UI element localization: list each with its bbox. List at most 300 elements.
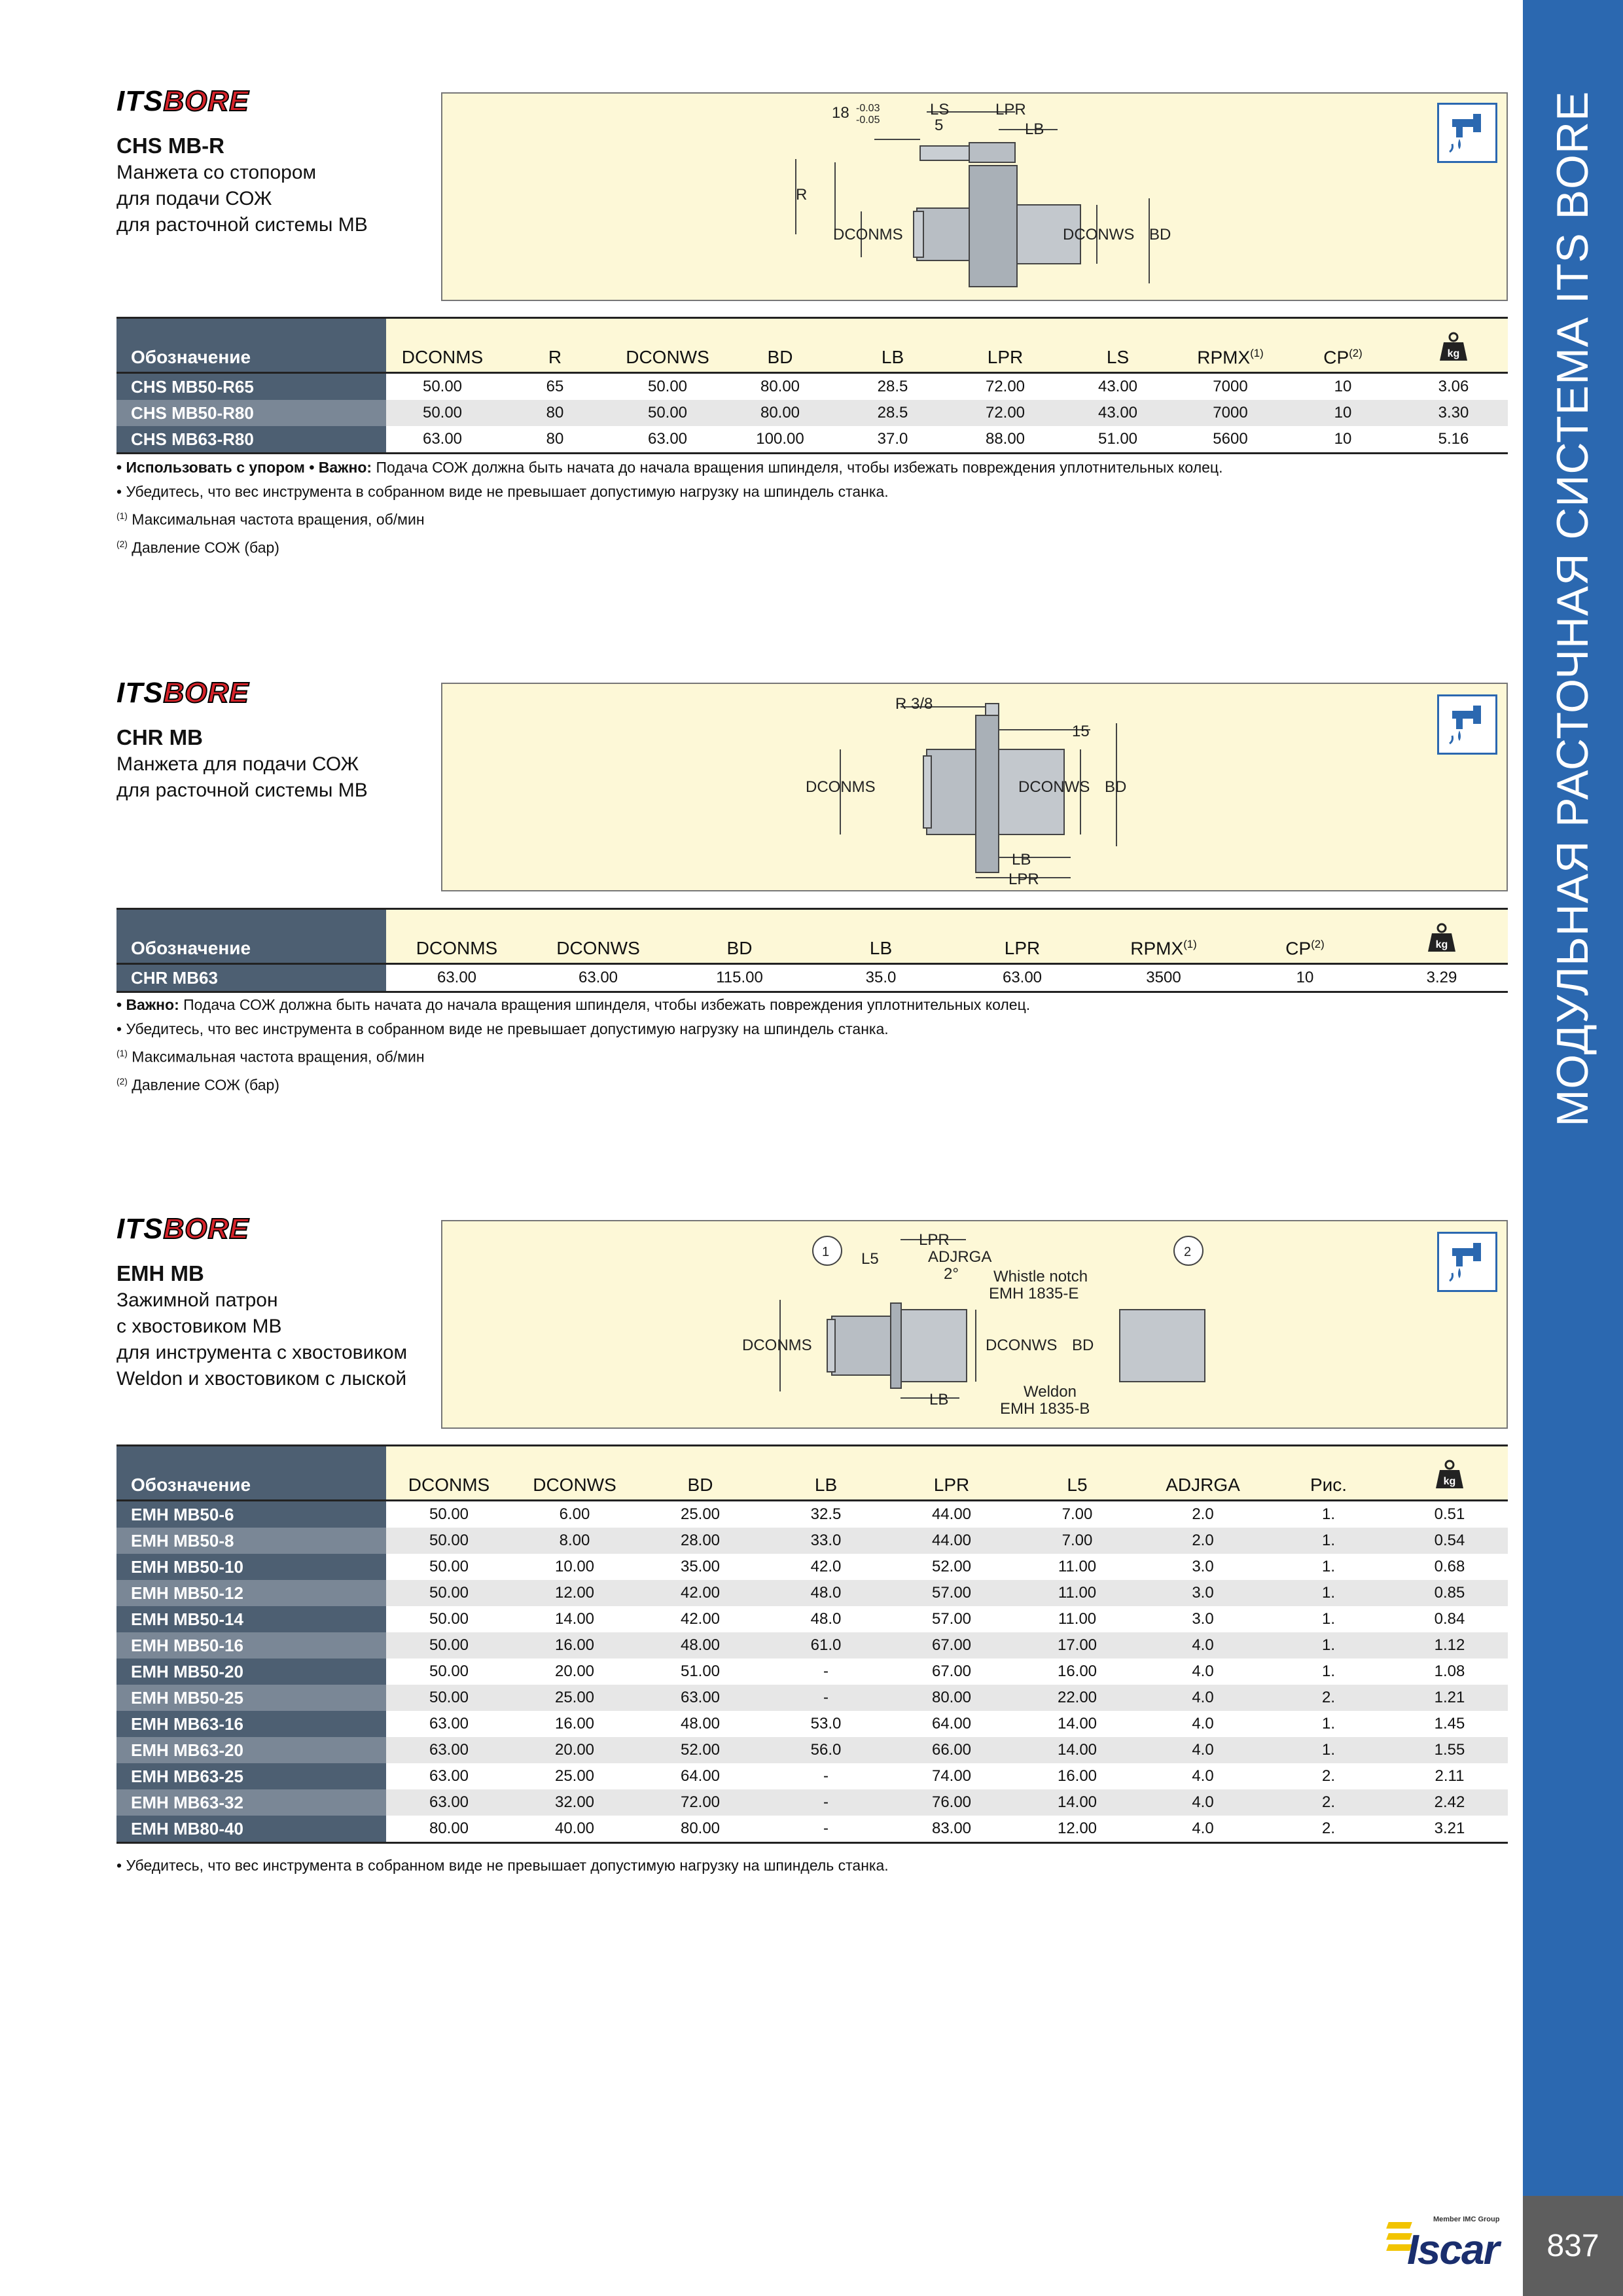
table-body [116,1501,1508,1843]
dim-fifteen: 15 [1072,723,1090,740]
table-cell: 4.0 [1140,1632,1266,1659]
dim-dconms: DCONMS [742,1336,812,1354]
note-line: $^{(2)}$ Давление СОЖ (бар) [116,1076,279,1094]
col-weight [1391,1446,1508,1501]
table-cell: 51.00 [637,1659,763,1685]
table-body [116,373,1508,454]
svg-text:kg: kg [1447,348,1460,359]
row-designation: EMH MB63-32 [116,1789,386,1816]
table-cell: 80 [499,400,611,426]
table-row [116,1763,1508,1789]
table-cell: 25.00 [512,1763,637,1789]
dim-lpr: LPR [919,1231,950,1249]
table-cell: 1. [1266,1606,1391,1632]
row-designation: CHS MB63-R80 [116,426,386,454]
table-cell: 3.06 [1399,373,1508,401]
weight-kg-icon [1425,922,1458,954]
table-cell: 43.00 [1061,373,1174,401]
table-cell: 63.00 [527,964,669,992]
notes-emh [116,1854,889,1878]
table-cell: 50.00 [386,1659,512,1685]
table-body [116,964,1508,992]
table-cell: 63.00 [386,426,499,454]
table-cell: 63.00 [637,1685,763,1711]
table-cell: - [763,1816,889,1843]
label-emhe: EMH 1835-E [989,1285,1079,1302]
dim-tol-up: -0.03 [856,103,880,114]
table-cell: 44.00 [889,1501,1014,1528]
table-row [116,1737,1508,1763]
dim-lb: LB [1025,120,1044,138]
svg-text:kg: kg [1435,939,1448,950]
label-weldon: Weldon [1024,1383,1077,1401]
table-cell: 2.0 [1140,1501,1266,1528]
col-lpr: LPR [889,1446,1014,1501]
table-cell: 50.00 [386,1580,512,1606]
table-cell: 10.00 [512,1554,637,1580]
label-whistle: Whistle notch [993,1268,1088,1285]
row-designation: CHS MB50-R65 [116,373,386,401]
description-line: для подачи СОЖ [116,188,272,209]
diagram-emh [441,1220,1508,1429]
table-cell: 16.00 [1014,1763,1140,1789]
coolant-tap-icon [1437,1232,1497,1292]
table-cell: 63.00 [386,1737,512,1763]
dim-dconws: DCONWS [986,1336,1058,1354]
table-cell: 48.0 [763,1580,889,1606]
table-cell: 11.00 [1014,1554,1140,1580]
product-title: CHR MB [116,725,203,749]
table-cell: 50.00 [386,1632,512,1659]
dim-dconms: DCONMS [806,778,876,796]
table-cell: 4.0 [1140,1685,1266,1711]
logo-bore: BORE [163,1213,249,1245]
table-cell: 72.00 [949,373,1061,401]
table-cell: 1. [1266,1711,1391,1737]
table-cell: 4.0 [1140,1763,1266,1789]
table-cell: 3.0 [1140,1580,1266,1606]
note-line: • Убедитесь, что вес инструмента в собранном виде не превышает допустимую нагрузку на шпиндель станка. [116,1020,889,1037]
description-line: с хвостовиком MB [116,1316,282,1337]
col-bd: BD [637,1446,763,1501]
table-cell: 32.5 [763,1501,889,1528]
table-cell: 7000 [1174,373,1287,401]
product-title: CHS MB-R [116,134,224,158]
table-cell: 88.00 [949,426,1061,454]
table-cell: 44.00 [889,1528,1014,1554]
table-cell: 33.0 [763,1528,889,1554]
dim-lb: LB [1012,851,1031,869]
table-row [116,373,1508,401]
table-cell: 5.16 [1399,426,1508,454]
table-cell: 17.00 [1014,1632,1140,1659]
table-cell: 11.00 [1014,1606,1140,1632]
table-cell: 28.5 [836,373,949,401]
table-cell: 1. [1266,1528,1391,1554]
table-row [116,1501,1508,1528]
table-cell: 3.30 [1399,400,1508,426]
row-designation: EMH MB63-25 [116,1763,386,1789]
table-cell: 42.00 [637,1580,763,1606]
table-cell: 16.00 [512,1711,637,1737]
table-row [116,1632,1508,1659]
table-row [116,964,1508,992]
table-cell: 10 [1287,400,1399,426]
col-rpmx: RPMX$^{(1)}$ [1093,909,1234,964]
table-cell: 53.0 [763,1711,889,1737]
note-line: • Использовать с упором • Важно: Подача СОЖ должна быть начата до начала вращения шпинделя, чтобы избежать повреждения уплотнительных колец. [116,459,1223,476]
description-line: Манжета со стопором [116,162,317,183]
table-cell: 14.00 [1014,1737,1140,1763]
table-cell: 10 [1287,373,1399,401]
col-fig: Рис. [1266,1446,1391,1501]
table-cell: - [763,1789,889,1816]
table-cell: 20.00 [512,1737,637,1763]
table-cell: 2.11 [1391,1763,1508,1789]
table-cell: 20.00 [512,1659,637,1685]
note-line: • Убедитесь, что вес инструмента в собранном виде не превышает допустимую нагрузку на шпиндель станка. [116,1857,889,1874]
table-cell: 1. [1266,1632,1391,1659]
chr-drawing [442,684,1507,890]
table-cell: 0.54 [1391,1528,1508,1554]
table-header-row [116,318,1508,373]
table-cell: - [763,1685,889,1711]
table-cell: 83.00 [889,1816,1014,1843]
fig-two: 2 [1184,1245,1192,1259]
col-lb: LB [763,1446,889,1501]
table-cell: 1. [1266,1580,1391,1606]
dim-r38: R 3/8 [895,695,933,713]
logo-bore: BORE [163,85,249,117]
table-cell: 72.00 [949,400,1061,426]
col-cp: CP$^{(2)}$ [1287,318,1399,373]
spec-table-emh [116,1444,1508,1844]
table-cell: 0.85 [1391,1580,1508,1606]
col-weight [1376,909,1508,964]
table-cell: 50.00 [386,373,499,401]
itsbore-logo [116,85,249,118]
table-cell: 2. [1266,1763,1391,1789]
row-designation: EMH MB50-6 [116,1501,386,1528]
description-line: для расточной системы MB [116,780,368,801]
table-row [116,1816,1508,1843]
table-cell: 25.00 [637,1501,763,1528]
itsbore-logo [116,1213,249,1246]
dim-l5: L5 [861,1250,879,1268]
table-cell: 72.00 [637,1789,763,1816]
table-cell: 12.00 [512,1580,637,1606]
table-cell: 3.21 [1391,1816,1508,1843]
table-cell: 1. [1266,1554,1391,1580]
col-bd: BD [724,318,836,373]
dim-dconws: DCONWS [1018,778,1090,796]
notes-chs [116,456,1223,560]
table-cell: 65 [499,373,611,401]
diagram-chs [441,92,1508,301]
col-rpmx: RPMX$^{(1)}$ [1174,318,1287,373]
table-header-row [116,1446,1508,1501]
col-lb: LB [810,909,952,964]
table-cell: 10 [1234,964,1376,992]
row-designation: EMH MB63-16 [116,1711,386,1737]
table-cell: 80.00 [637,1816,763,1843]
dim-deg: 2° [944,1265,959,1283]
table-row [116,1554,1508,1580]
table-cell: - [763,1659,889,1685]
note-line: $^{(2)}$ Давление СОЖ (бар) [116,539,279,556]
table-cell: 100.00 [724,426,836,454]
table-cell: 64.00 [637,1763,763,1789]
row-designation: EMH MB50-8 [116,1528,386,1554]
table-cell: 74.00 [889,1763,1014,1789]
col-l5: L5 [1014,1446,1140,1501]
table-cell: 14.00 [1014,1711,1140,1737]
table-cell: 115.00 [669,964,810,992]
table-cell: 3.29 [1376,964,1508,992]
table-cell: 48.0 [763,1606,889,1632]
col-weight [1399,318,1508,373]
member-text: Member IMC Group [1433,2215,1500,2223]
table-cell: 1. [1266,1659,1391,1685]
table-cell: 1. [1266,1737,1391,1763]
table-cell: 57.00 [889,1606,1014,1632]
table-cell: 4.0 [1140,1711,1266,1737]
table-cell: 4.0 [1140,1659,1266,1685]
table-cell: 12.00 [1014,1816,1140,1843]
table-row [116,1606,1508,1632]
table-cell: 80.00 [724,400,836,426]
table-cell: 0.51 [1391,1501,1508,1528]
table-cell: 0.84 [1391,1606,1508,1632]
table-cell: 63.00 [386,964,527,992]
col-r: R [499,318,611,373]
table-cell: - [763,1763,889,1789]
table-cell: 80.00 [889,1685,1014,1711]
table-cell: 11.00 [1014,1580,1140,1606]
table-cell: 4.0 [1140,1737,1266,1763]
table-cell: 48.00 [637,1711,763,1737]
col-dconms: DCONMS [386,318,499,373]
table-cell: 25.00 [512,1685,637,1711]
description-line: для расточной системы MB [116,214,368,236]
table-cell: 28.5 [836,400,949,426]
table-cell: 1.12 [1391,1632,1508,1659]
dim-five: 5 [935,117,944,134]
notes-chr [116,993,1030,1097]
description-line: для инструмента с хвостовиком [116,1342,408,1363]
table-cell: 80.00 [724,373,836,401]
col-ls: LS [1061,318,1174,373]
chs-drawing [442,94,1507,300]
table-cell: 51.00 [1061,426,1174,454]
coolant-tap-icon [1437,694,1497,755]
col-dconms: DCONMS [386,1446,512,1501]
table-cell: 57.00 [889,1580,1014,1606]
table-cell: 1.55 [1391,1737,1508,1763]
table-cell: 48.00 [637,1632,763,1659]
dim-lpr: LPR [1008,870,1039,888]
table-cell: 42.0 [763,1554,889,1580]
table-cell: 32.00 [512,1789,637,1816]
dim-lpr: LPR [995,101,1026,118]
table-header-row [116,909,1508,964]
table-cell: 43.00 [1061,400,1174,426]
table-cell: 50.00 [386,1606,512,1632]
table-cell: 1.45 [1391,1711,1508,1737]
dim-lb: LB [929,1391,949,1408]
iscar-wordmark: Iscar [1407,2226,1499,2273]
table-cell: 80.00 [386,1816,512,1843]
table-cell: 80 [499,426,611,454]
note-line: • Важно: Подача СОЖ должна быть начата до начала вращения шпинделя, чтобы избежать повреждения уплотнительных колец. [116,996,1031,1013]
sidebar-title: МОДУЛЬНАЯ РАСТОЧНАЯ СИСТЕМА ITS BORE [1548,90,1597,1127]
table-cell: 64.00 [889,1711,1014,1737]
dim-bd: BD [1149,226,1171,243]
table-cell: 2. [1266,1685,1391,1711]
table-cell: 8.00 [512,1528,637,1554]
table-row [116,400,1508,426]
col-designation: Обозначение [116,909,386,964]
table-cell: 63.00 [611,426,724,454]
logo-its: ITS [116,677,164,709]
spec-table-chs [116,317,1508,454]
dim-r: R [796,186,808,204]
dim-ls: LS [930,101,950,118]
table-cell: 50.00 [386,1528,512,1554]
description-line: Weldon и хвостовиком с лыской [116,1368,407,1390]
row-designation: CHR MB63 [116,964,386,992]
table-cell: 63.00 [386,1789,512,1816]
col-dconms: DCONMS [386,909,527,964]
dim-dconms: DCONMS [833,226,903,243]
note-line: $^{(1)}$ Максимальная частота вращения, об/мин [116,511,425,528]
table-cell: 50.00 [611,400,724,426]
table-cell: 35.0 [810,964,952,992]
row-designation: EMH MB50-16 [116,1632,386,1659]
table-cell: 10 [1287,426,1399,454]
table-row [116,1528,1508,1554]
table-cell: 1.08 [1391,1659,1508,1685]
table-cell: 63.00 [952,964,1093,992]
table-cell: 0.68 [1391,1554,1508,1580]
product-description [116,160,368,238]
table-cell: 2.42 [1391,1789,1508,1816]
logo-its: ITS [116,85,164,117]
table-row [116,1580,1508,1606]
table-cell: 3500 [1093,964,1234,992]
table-cell: 52.00 [637,1737,763,1763]
table-cell: 4.0 [1140,1816,1266,1843]
description-line: Манжета для подачи СОЖ [116,753,359,775]
svg-text:kg: kg [1443,1476,1456,1487]
itsbore-logo [116,677,249,709]
table-cell: 22.00 [1014,1685,1140,1711]
col-dconws: DCONWS [512,1446,637,1501]
spec-table-chr [116,908,1508,993]
col-adjrga: ADJRGA [1140,1446,1266,1501]
product-description [116,751,368,804]
table-cell: 66.00 [889,1737,1014,1763]
col-lpr: LPR [949,318,1061,373]
logo-bore: BORE [163,677,249,709]
row-designation: EMH MB50-25 [116,1685,386,1711]
table-cell: 67.00 [889,1659,1014,1685]
table-cell: 7.00 [1014,1528,1140,1554]
page-number: 837 [1523,2196,1623,2296]
row-designation: EMH MB63-20 [116,1737,386,1763]
table-row [116,426,1508,454]
table-cell: 52.00 [889,1554,1014,1580]
table-cell: 28.00 [637,1528,763,1554]
table-cell: 40.00 [512,1816,637,1843]
table-cell: 56.0 [763,1737,889,1763]
logo-its: ITS [116,1213,164,1245]
table-cell: 61.0 [763,1632,889,1659]
col-designation: Обозначение [116,318,386,373]
table-cell: 63.00 [386,1711,512,1737]
product-description [116,1287,407,1392]
fig-one: 1 [822,1245,830,1259]
table-cell: 2.0 [1140,1528,1266,1554]
table-cell: 2. [1266,1816,1391,1843]
label-emhb: EMH 1835-B [1000,1400,1090,1418]
note-line: • Убедитесь, что вес инструмента в собранном виде не превышает допустимую нагрузку на шпиндель станка. [116,483,889,500]
table-cell: 1.21 [1391,1685,1508,1711]
dim-adjrga: ADJRGA [928,1248,992,1266]
dim-dconws: DCONWS [1063,226,1135,243]
dim-tol: 18 [832,104,849,122]
table-cell: 7.00 [1014,1501,1140,1528]
row-designation: EMH MB80-40 [116,1816,386,1843]
table-cell: 2. [1266,1789,1391,1816]
table-row [116,1789,1508,1816]
table-cell: 5600 [1174,426,1287,454]
table-cell: 6.00 [512,1501,637,1528]
col-dconws: DCONWS [611,318,724,373]
col-lb: LB [836,318,949,373]
table-cell: 4.0 [1140,1789,1266,1816]
table-cell: 76.00 [889,1789,1014,1816]
table-cell: 50.00 [611,373,724,401]
table-cell: 67.00 [889,1632,1014,1659]
dim-bd: BD [1105,778,1127,796]
row-designation: EMH MB50-10 [116,1554,386,1580]
table-cell: 37.0 [836,426,949,454]
col-cp: CP$^{(2)}$ [1234,909,1376,964]
table-row [116,1685,1508,1711]
table-cell: 14.00 [512,1606,637,1632]
weight-kg-icon [1433,1458,1466,1491]
table-cell: 14.00 [1014,1789,1140,1816]
table-cell: 16.00 [512,1632,637,1659]
note-line: $^{(1)}$ Максимальная частота вращения, об/мин [116,1048,425,1066]
row-designation: EMH MB50-20 [116,1659,386,1685]
table-cell: 1. [1266,1501,1391,1528]
table-cell: 50.00 [386,400,499,426]
table-row [116,1711,1508,1737]
dim-bd: BD [1072,1336,1094,1354]
col-dconws: DCONWS [527,909,669,964]
description-line: Зажимной патрон [116,1289,278,1311]
table-cell: 35.00 [637,1554,763,1580]
table-cell: 50.00 [386,1685,512,1711]
coolant-tap-icon [1437,103,1497,163]
col-designation: Обозначение [116,1446,386,1501]
table-cell: 63.00 [386,1763,512,1789]
weight-kg-icon [1437,331,1470,363]
table-cell: 16.00 [1014,1659,1140,1685]
table-row [116,1659,1508,1685]
